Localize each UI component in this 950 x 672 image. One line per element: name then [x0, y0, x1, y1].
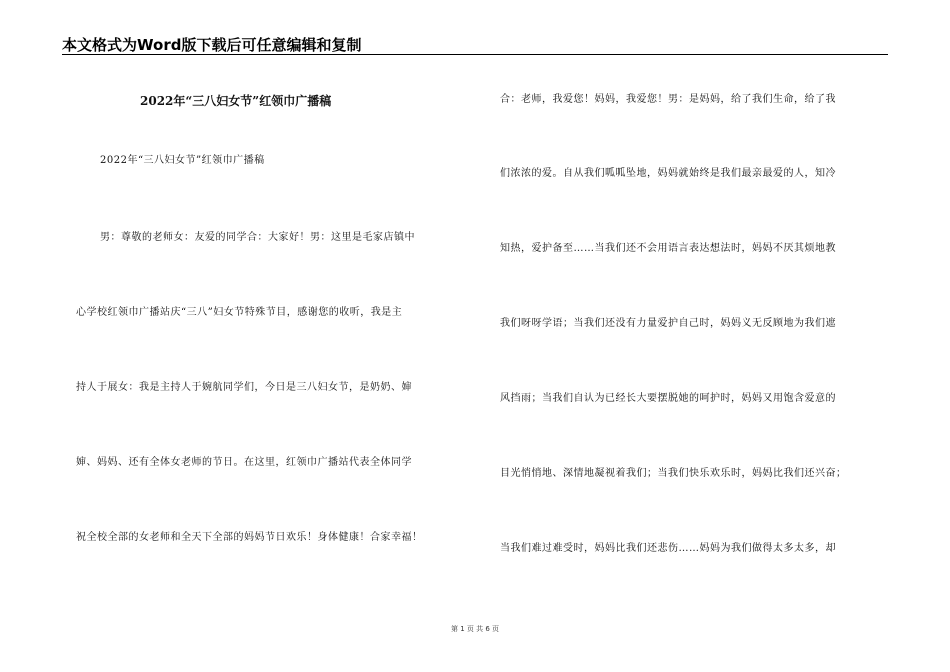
paragraph-line: 知热，爱护备至……当我们还不会用语言表达想法时，妈妈不厌其烦地教 — [500, 243, 836, 254]
page-number: 第 1 页 共 6 页 — [450, 625, 500, 633]
paragraph-line: 2022年“三八妇女节”红领巾广播稿 — [100, 155, 265, 166]
paragraph-line: 目光悄悄地、深情地凝视着我们；当我们快乐欢乐时，妈妈比我们还兴奋； — [500, 468, 847, 479]
paragraph-line: 我们呀呀学语；当我们还没有力量爱护自己时，妈妈义无反顾地为我们遮 — [500, 318, 836, 329]
paragraph-line: 男：尊敬的老师女：友爱的同学合：大家好！男：这里是毛家店镇中 — [100, 232, 415, 243]
header-divider — [62, 54, 888, 55]
paragraph-line: 们浓浓的爱。自从我们呱呱坠地，妈妈就始终是我们最亲最爱的人，知冷 — [500, 168, 836, 179]
paragraph-line: 婶、妈妈、还有全体女老师的节日。在这里，红领巾广播站代表全体同学 — [76, 457, 412, 468]
document-title: 2022年“三八妇女节”红领巾广播稿 — [140, 94, 332, 108]
paragraph-line: 祝全校全部的女老师和全天下全部的妈妈节日欢乐！身体健康！合家幸福！ — [76, 532, 423, 543]
paragraph-line: 持人于展女：我是主持人于婉航同学们，今日是三八妇女节，是奶奶、婶 — [76, 382, 412, 393]
paragraph-line: 风挡雨；当我们自认为已经长大要摆脱她的呵护时，妈妈又用饱含爱意的 — [500, 393, 836, 404]
paragraph-line: 心学校红领巾广播站庆“三八”妇女节特殊节目，感谢您的收听，我是主 — [76, 307, 403, 318]
paragraph-line: 合：老师，我爱您！妈妈，我爱您！男：是妈妈，给了我们生命，给了我 — [500, 94, 836, 105]
page-header: 本文格式为Word版下载后可任意编辑和复制 — [62, 36, 362, 54]
paragraph-line: 当我们难过难受时，妈妈比我们还悲伤……妈妈为我们做得太多太多，却 — [500, 543, 836, 554]
